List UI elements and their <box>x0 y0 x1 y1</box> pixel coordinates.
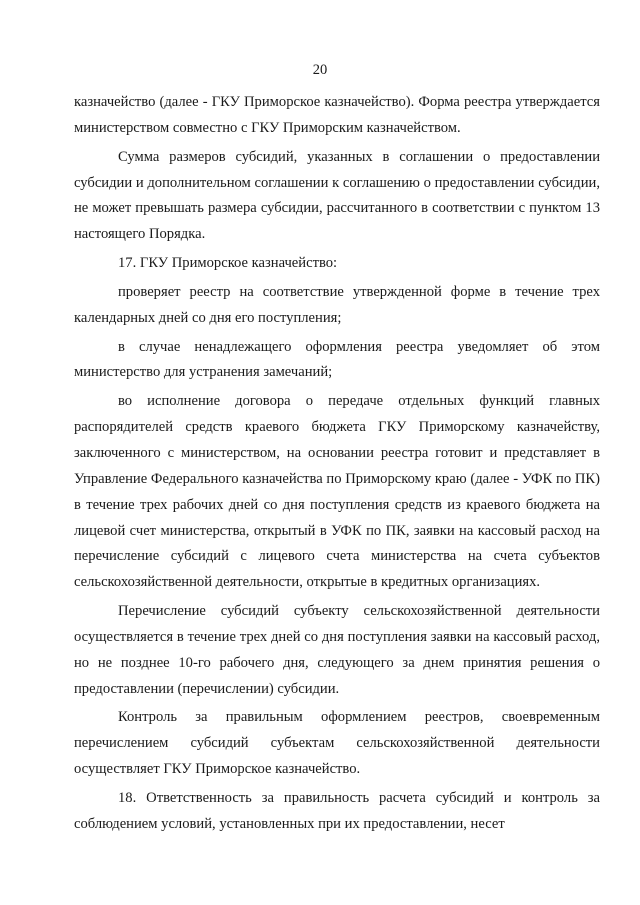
page-number: 20 <box>312 62 328 78</box>
paragraph: 17. ГКУ Приморское казначейство: <box>118 255 338 272</box>
paragraph: Сумма размеров субсидий, указанных в соглашении о предоставлении субсидии и дополнительном соглашении к соглашению о предоставлении субсидии, не может превышать размера субсидии, рассчитанного в соответствии с пунктом 13 настоящего Порядка. <box>74 148 600 243</box>
document-body <box>74 90 600 838</box>
paragraph: проверяет реестр на соответствие утвержденной форме в течение трех календарных дней со дня его поступления; <box>74 283 600 326</box>
paragraph: Контроль за правильным оформлением реестров, своевременным перечислением субсидий субъектам сельскохозяйственной деятельности осуществляет ГКУ Приморское казначейство. <box>74 709 600 778</box>
paragraph: Перечисление субсидий субъекту сельскохозяйственной деятельности осуществляется в течение трех дней со дня поступления заявки на кассовый расход, но не позднее 10-го рабочего дня, следующего за днем принятия решения о предоставлении (перечислении) субсидии. <box>74 603 600 697</box>
paragraph: в случае ненадлежащего оформления реестра уведомляет об этом министерство для устранения замечаний; <box>74 338 600 381</box>
paragraph: 18. Ответственность за правильность расчета субсидий и контроль за соблюдением условий, установленных при их предоставлении, несет <box>74 789 600 832</box>
paragraph: во исполнение договора о передаче отдельных функций главных распорядителей средств краевого бюджета ГКУ Приморскому казначейству, заключенного с министерством, на основании реестра готовит и представляет в Управление Федерального казначейства по Приморскому краю (далее - УФК по ПК) в течение трех рабочих дней со дня поступления средств из краевого бюджета на лицевой счет министерства, открытый в УФК по ПК, заявки на кассовый расход на перечисление субсидий с лицевого счета министерства на счета субъектов сельскохозяйственной деятельности, открытые в кредитных организациях. <box>74 393 600 591</box>
paragraph: казначейство (далее - ГКУ Приморское казначейство). Форма реестра утверждается министерством совместно с ГКУ Приморским казначейством. <box>74 94 600 136</box>
